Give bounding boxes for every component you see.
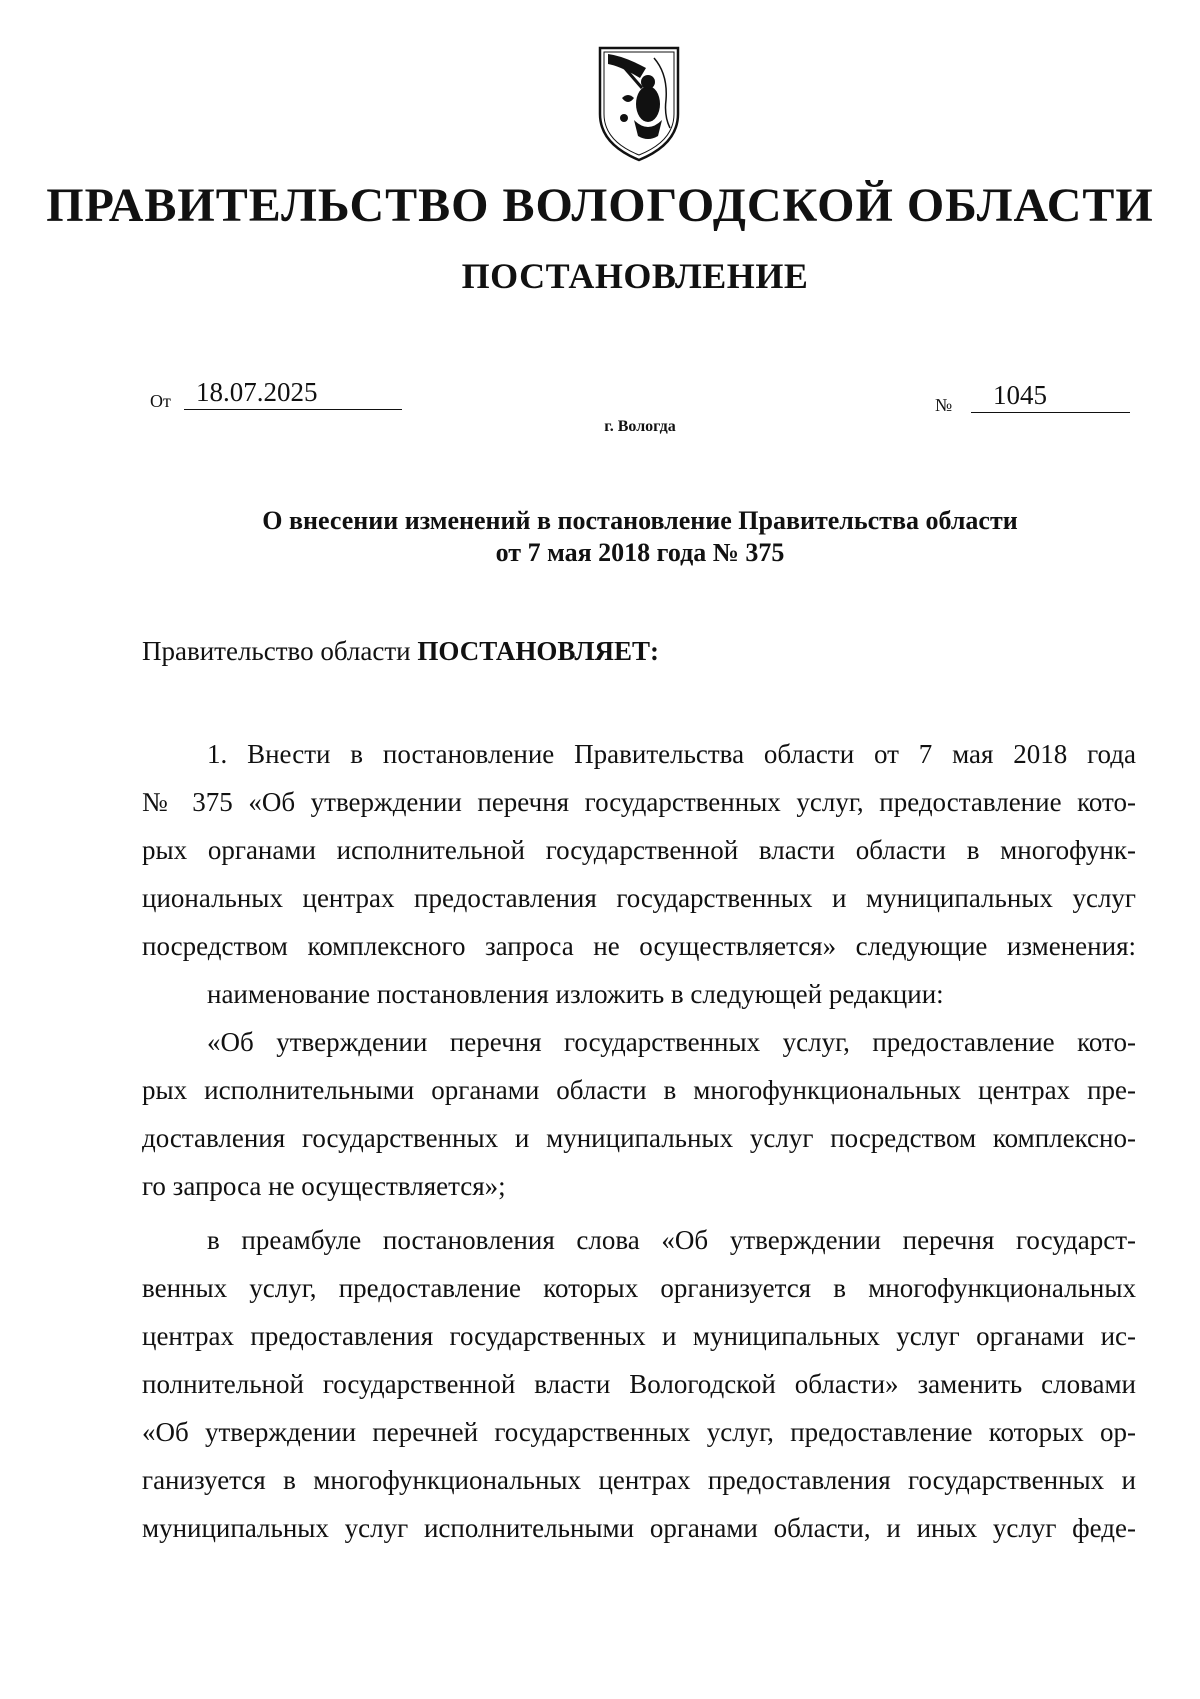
preamble (142, 636, 659, 667)
body-line: рых исполнительными органами области в многофункциональных центрах пре- (142, 1075, 1136, 1105)
body-line: посредством комплексного запроса не осуществляется» следующие изменения: (142, 931, 1136, 961)
body-line: «Об утверждении перечней государственных услуг, предоставление которых ор- (142, 1417, 1136, 1447)
preamble-emphasis: ПОСТАНОВЛЯЕТ: (417, 636, 659, 666)
government-title: ПРАВИТЕЛЬСТВО ВОЛОГОДСКОЙ ОБЛАСТИ (46, 179, 1154, 232)
document-date: 18.07.2025 (184, 377, 402, 410)
body-line: доставления государственных и муниципальных услуг посредством комплексно- (142, 1123, 1136, 1153)
preamble-text: Правительство области (142, 636, 411, 666)
document-body (142, 730, 1136, 1552)
body-line: 1. Внести в постановление Правительства области от 7 мая 2018 года (207, 739, 1136, 769)
body-line: № 375 «Об утверждении перечня государственных услуг, предоставление кото- (142, 787, 1136, 817)
body-line: рых органами исполнительной государственной власти области в многофунк- (142, 835, 1136, 865)
body-line: муниципальных услуг исполнительными органами области, и иных услуг феде- (142, 1513, 1136, 1543)
document-subject (0, 505, 1200, 569)
document-number: 1045 (971, 380, 1130, 413)
city: г. Вологда (604, 418, 676, 435)
subject-line: О внесении изменений в постановление Правительства области (262, 506, 1018, 535)
subject-line: от 7 мая 2018 года № 375 (495, 538, 785, 567)
number-sign: № (935, 395, 953, 415)
body-line: в преамбуле постановления слова «Об утверждении перечня государст- (207, 1225, 1136, 1255)
body-line: полнительной государственной власти Вологодской области» заменить словами (142, 1369, 1136, 1399)
body-line: ганизуется в многофункциональных центрах предоставления государственных и (142, 1465, 1136, 1495)
date-prefix: От (150, 391, 171, 411)
body-line: «Об утверждении перечня государственных услуг, предоставление кото- (207, 1027, 1136, 1057)
body-line: наименование постановления изложить в следующей редакции: (207, 979, 944, 1009)
body-line: го запроса не осуществляется»; (142, 1171, 506, 1201)
document-type: ПОСТАНОВЛЕНИЕ (461, 256, 809, 296)
body-line: венных услуг, предоставление которых организуется в многофункциональных (142, 1273, 1136, 1303)
coat-of-arms-icon (594, 44, 684, 164)
body-line: циональных центрах предоставления государственных и муниципальных услуг (142, 883, 1136, 913)
body-line: центрах предоставления государственных и муниципальных услуг органами ис- (142, 1321, 1136, 1351)
